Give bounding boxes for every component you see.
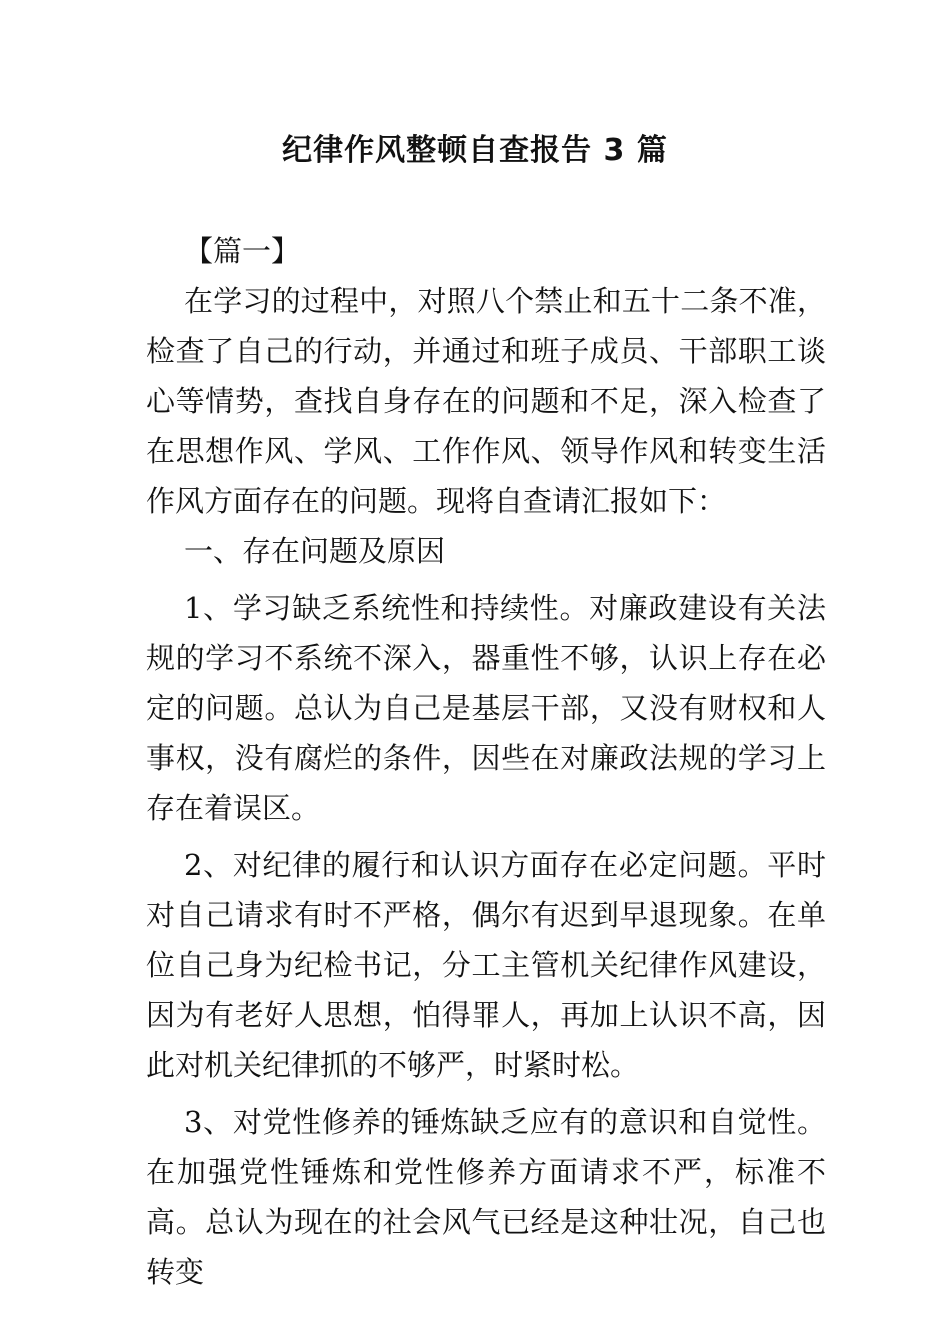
paragraph-point-1: 1、学习缺乏系统性和持续性。对廉政建设有关法规的学习不系统不深入，器重性不够，认识上存在必定的问题。总认为自己是基层干部，又没有财权和人事权，没有腐烂的条件，因些在对廉政法规的学习上存在着误区。: [146, 591, 826, 825]
paragraph-point-2: 2、对纪律的履行和认识方面存在必定问题。平时对自己请求有时不严格，偶尔有迟到早退现象。在单位自己身为纪检书记，分工主管机关纪律作风建设，因为有老好人思想，怕得罪人，再加上认识不高，因此对机关纪律抓的不够严，时紧时松。: [146, 848, 826, 1082]
paragraph-intro: 在学习的过程中，对照八个禁止和五十二条不准，检查了自己的行动，并通过和班子成员、干部职工谈心等情势，查找自身存在的问题和不足，深入检查了在思想作风、学风、工作作风、领导作风和转变生活作风方面存在的问题。现将自查请汇报如下：: [146, 284, 826, 518]
document-body: [146, 226, 826, 1297]
paragraph-point-3: 3、对党性修养的锤炼缺乏应有的意识和自觉性。在加强党性锤炼和党性修养方面请求不严，标准不高。总认为现在的社会风气已经是这种壮况，自己也转变: [146, 1105, 826, 1289]
section-tag: 【篇一】: [184, 234, 301, 268]
document-title: 纪律作风整顿自查报告 3 篇: [282, 133, 668, 168]
heading-problems: 一、存在问题及原因: [184, 534, 446, 568]
